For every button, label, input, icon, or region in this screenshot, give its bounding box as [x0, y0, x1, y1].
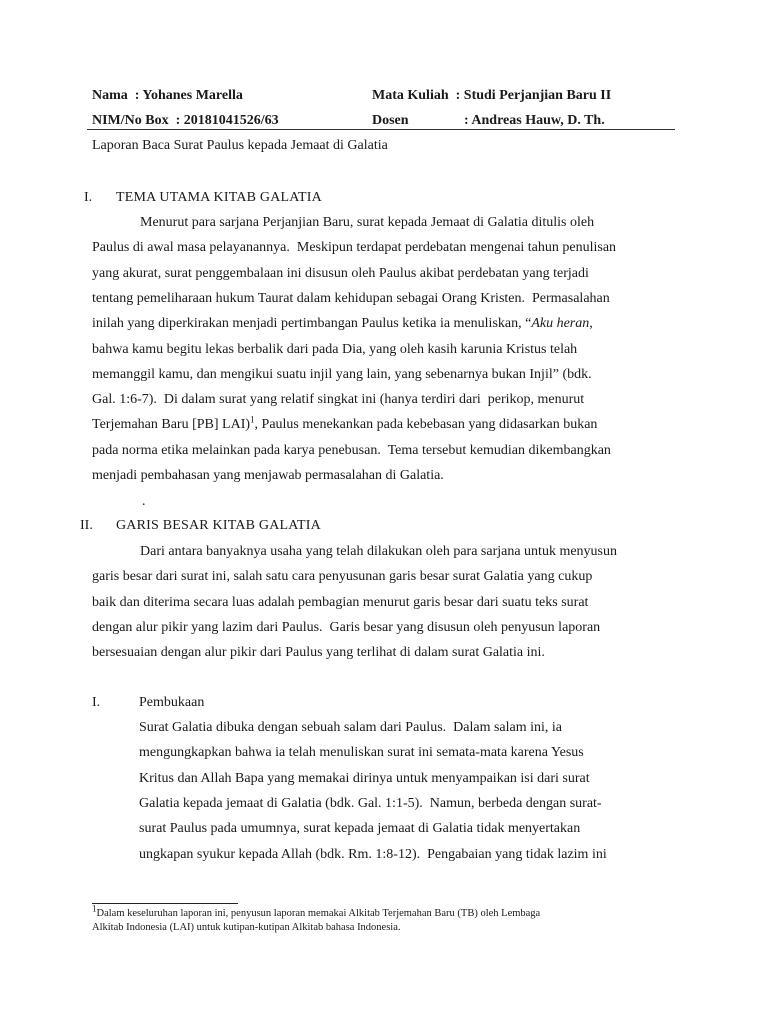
subsection-1-line: surat Paulus pada umumnya, surat kepada jemaat di Galatia tidak menyertakan [139, 821, 581, 836]
lecturer-key: Dosen [372, 113, 409, 128]
subsection-1-line: Kritus dan Allah Bapa yang memakai dirinya untuk menyampaikan isi dari surat [139, 771, 590, 786]
section-2-line: baik dan diterima secara luas adalah pembagian menurut garis besar dari suatu teks surat [92, 595, 589, 610]
footnote-ref-marker[interactable]: 1 [250, 414, 255, 425]
footnote-marker: 1 [92, 903, 97, 914]
footnote-line: Alkitab Indonesia (LAI) untuk kutipan-kutipan Alkitab bahasa Indonesia. [92, 922, 401, 933]
stray-dot: . [142, 494, 146, 509]
section-2-title: GARIS BESAR KITAB GALATIA [116, 518, 321, 533]
report-subtitle: Laporan Baca Surat Paulus kepada Jemaat di Galatia [92, 138, 388, 153]
section-1-line: menjadi pembahasan yang menjawab permasalahan di Galatia. [92, 468, 444, 483]
section-1-line: Paulus di awal masa pelayanannya. Meskipun terdapat perdebatan mengenai tahun penulisan [92, 240, 617, 255]
section-1-line [92, 316, 593, 332]
quote-italic: Aku heran [531, 316, 590, 331]
subsection-1-line: ungkapan syukur kepada Allah (bdk. Rm. 1:8-12). Pengabaian yang tidak lazim ini [139, 847, 607, 862]
subsection-1-title: Pembukaan [139, 695, 205, 710]
course-name: Mata Kuliah : Studi Perjanjian Baru II [372, 88, 612, 103]
quote-intro: inilah yang diperkirakan menjadi pertimbangan Paulus ketika ia menuliskan, “ [92, 316, 532, 331]
section-1-number: I. [84, 190, 93, 205]
section-1-line: Gal. 1:6-7). Di dalam surat yang relatif singkat ini (hanya terdiri dari perikop, menurut [92, 392, 585, 407]
section-1-line: pada norma etika melainkan pada karya penebusan. Tema tersebut kemudian dikembangkan [92, 443, 611, 458]
section-1-line: memanggil kamu, dan mengikui suatu injil yang lain, yang sebenarnya bukan Injil” (bdk. [92, 367, 592, 382]
section-2-line: bersesuaian dengan alur pikir dari Paulus yang terlihat di dalam surat Galatia ini. [92, 645, 545, 660]
footnote-ref-text: Terjemahan Baru [PB] LAI) [92, 417, 251, 432]
section-2-line: garis besar dari surat ini, salah satu cara penyusunan garis besar surat Galatia yang cukup [92, 569, 593, 584]
subsection-1-number: I. [92, 695, 101, 710]
student-name: Nama : Yohanes Marella [92, 88, 243, 103]
subsection-1-line: Surat Galatia dibuka dengan sebuah salam dari Paulus. Dalam salam ini, ia [139, 720, 562, 735]
section-2-line: dengan alur pikir yang lazim dari Paulus. Garis besar yang disusun oleh penyusun laporan [92, 620, 601, 635]
section-1-line [92, 414, 598, 433]
section-2-line: Dari antara banyaknya usaha yang telah dilakukan oleh para sarjana untuk menyusun [140, 544, 617, 559]
footnote-line [92, 903, 541, 919]
quote-comma: , [589, 316, 593, 331]
footnote-text: Dalam keseluruhan laporan ini, penyusun laporan memakai Alkitab Terjemahan Baru (TB) oleh Lembaga [96, 908, 541, 919]
subsection-1-line: mengungkapkan bahwa ia telah menuliskan surat ini semata-mata karena Yesus [139, 745, 584, 760]
section-2-number: II. [80, 518, 93, 533]
section-1-line: yang akurat, surat penggembalaan ini disusun oleh Paulus akibat perdebatan yang terjadi [92, 266, 589, 281]
student-id: NIM/No Box : 20181041526/63 [92, 113, 279, 128]
footnote-ref-after: , Paulus menekankan pada kebebasan yang didasarkan bukan [254, 417, 598, 432]
footnote-separator [92, 903, 238, 904]
section-1-title: TEMA UTAMA KITAB GALATIA [116, 190, 322, 205]
header-divider [87, 129, 675, 130]
subsection-1-line: Galatia kepada jemaat di Galatia (bdk. Gal. 1:1-5). Namun, berbeda dengan surat- [139, 796, 602, 811]
lecturer-name: : Andreas Hauw, D. Th. [464, 113, 605, 128]
section-1-line: bahwa kamu begitu lekas berbalik dari pada Dia, yang oleh kasih karunia Kristus telah [92, 342, 578, 357]
section-1-line: Menurut para sarjana Perjanjian Baru, surat kepada Jemaat di Galatia ditulis oleh [140, 215, 595, 230]
section-1-line: tentang pemeliharaan hukum Taurat dalam kehidupan sebagai Orang Kristen. Permasalahan [92, 291, 610, 306]
